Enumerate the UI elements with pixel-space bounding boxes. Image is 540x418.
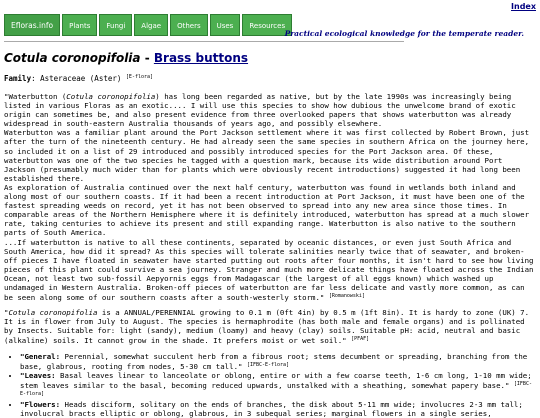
quote-ref: [Romanowski] — [328, 293, 365, 300]
title-scientific-name: Cotula coronopifolia — [4, 51, 141, 65]
habit-type: ANNUAL/PERENNIAL — [124, 308, 196, 318]
habit-para: "Cotula coronopifolia is a ANNUAL/PERENNIAL growing to 0.1 m (0ft 4in) by 0.5 m (1ft 8in). It is hardy to zone (UK) 7. It is in flower from July to August. The species is hermaphrodite (has both male and female organs) and is pollinated by Insects. Suitable for: light (sandy), medium (loamy) and heavy (clay) soils. Suitable pH: acid, neutral and basic (alkaline) soils. It cannot grow in the shade. It prefers moist or wet soil." [PFAF] — [4, 308, 530, 346]
habit-species-name: Cotula coronopifolia — [8, 308, 98, 318]
habit-text-1: is a — [97, 308, 125, 318]
main-nav — [4, 14, 292, 36]
quote-text-4: ...If waterbutton is native to all these continents, separated by oceanic distances, or even just South Africa and South America, how did it spread? As this species will tolerate salinities nearly twice that of seawater, and broken-off pieces I have floated in seawater have started putting out roots after four months, it isn't hard to see how living pieces of this plant could survive a sea journey. Stranger and much more delicate things have floated across the Indian Ocean, not least two sub-fossil Aepyornis eggs from Madagascar (the largest of all eggs known) which washed up undamaged in Western Australia. Broken-off pieces of waterbutton are far less delicate and vastly more common, as can be seen along some of our southern coasts after a south-westerly storm." — [4, 237, 534, 303]
page-title — [4, 51, 248, 65]
nav-algae[interactable]: Algae — [134, 14, 168, 36]
nav-others[interactable]: Others — [170, 14, 208, 36]
nav-uses[interactable]: Uses — [210, 14, 241, 36]
title-separator: - — [140, 51, 154, 65]
bullet-ref: [IFBC-E-flora] — [246, 361, 290, 368]
habit-ref: [PFAF] — [351, 336, 370, 343]
bullet-text: Basal leaves linear to lanceolate or oblong, entire or with a few coarse teeth, 1-6 cm long, 1-10 mm wide; stem leaves similar to the basal, becoming reduced upwards, unstalked with a sheathing, somewhat papery base." — [20, 370, 532, 390]
bullet-label: "Flowers: — [20, 400, 61, 409]
family-label: Family — [4, 74, 32, 83]
quote-species-name: Cotula coronopifolia — [66, 92, 156, 101]
family-line — [4, 74, 153, 83]
nav-plants[interactable]: Plants — [62, 14, 97, 36]
bullet-label: "General: — [20, 351, 61, 361]
bullet-text: Heads disciform, solitary on the ends of branches, the disk about 5-11 mm wide; involucres 2-3 mm tall; involucral bracts elliptic or oblong, glabrous, in 3 subequal series; marginal flowers in a single series, — [20, 400, 523, 418]
quote-para-3: As exploration of Australia continued over the next half century, waterbutton was found in wetlands both inland and along most of our southern coasts. If it had been a recent introduction at Port Jackson, it must have been one of the fastest spreading weeds on record, yet it has not been observed to spread into any new area since those times. In comparable areas of the Northern Hemisphere where it is definitely introduced, waterbutton has spread at a much slower rate, taking centuries to achieve its present and still expanding range. Waterbutton is also native to the southern parts of South America. — [4, 182, 530, 238]
index-link[interactable]: Index — [511, 2, 536, 11]
list-item — [20, 352, 536, 371]
bullet-text: Perennial, somewhat succulent herb from a fibrous root; stems decumbent or spreading, branching from the base, glabrous, rooting from nodes, 5-30 cm tall." — [20, 351, 528, 371]
description-list — [4, 352, 536, 418]
bullet-ref: [IFBC-E-flora] — [20, 380, 532, 397]
quote-para-2: Waterbutton was a familiar plant around the Port Jackson settlement where it was first collected by Robert Brown, just after the turn of the nineteenth century. He had already seen the same species in southern Africa on the journey here, so included it on a list of 29 introduced and possibly introduced species for the Port Jackson area. Of these, waterbutton was one of the two species he tagged with a question mark, because its wide distribution around Port Jackson (presumably much wider than for plants which were obviously recent introductions) suggested it had long been established there. — [4, 128, 530, 183]
habit-text-2: growing to 0.1 m (0ft 4in) by 0.5 m (1ft 8in). It is hardy to zone (UK) 7. It is in flower from July to August. The species is hermaphrodite (has both male and female organs) and is pollinated by Insects. Suitable for: light (sandy), medium (loamy) and heavy (clay) soils. Suitable pH: acid, neutral and basic (alkaline) soils. It cannot grow in the shade. It prefers moist or wet soil." — [4, 308, 530, 346]
title-common-name-link[interactable]: Brass buttons — [153, 51, 249, 65]
list-item — [20, 400, 536, 418]
family-ref: [E-flora] — [125, 74, 154, 80]
list-item — [20, 371, 536, 400]
site-tagline: Practical ecological knowledge for the temperate reader. — [284, 29, 524, 38]
bullet-label: "Leaves: — [20, 370, 56, 380]
article-body — [4, 92, 536, 418]
quote-open: "Waterbutton ( — [4, 92, 67, 101]
quote-para-4 — [4, 238, 536, 303]
nav-home-logo[interactable]: Efloras.info — [4, 14, 60, 36]
header-divider — [4, 41, 404, 42]
nav-resources[interactable]: Resources — [242, 14, 292, 36]
quote-para-1 — [4, 92, 536, 128]
nav-fungi[interactable]: Fungi — [99, 14, 132, 36]
quote-text-1: ) has long been regarded as native, but by the late 1990s was increasingly being listed in various Floras as an exotic.... I will use this species to show how dubious the unwelcome brand of exotic origin can sometimes be, and also present evidence from three overlooked papers that shows waterbutton was already widespread in south-eastern Australia thousands of years ago, and possibly elsewhere. — [4, 92, 516, 129]
family-value: : Asteraceae (Aster) — [31, 74, 126, 83]
